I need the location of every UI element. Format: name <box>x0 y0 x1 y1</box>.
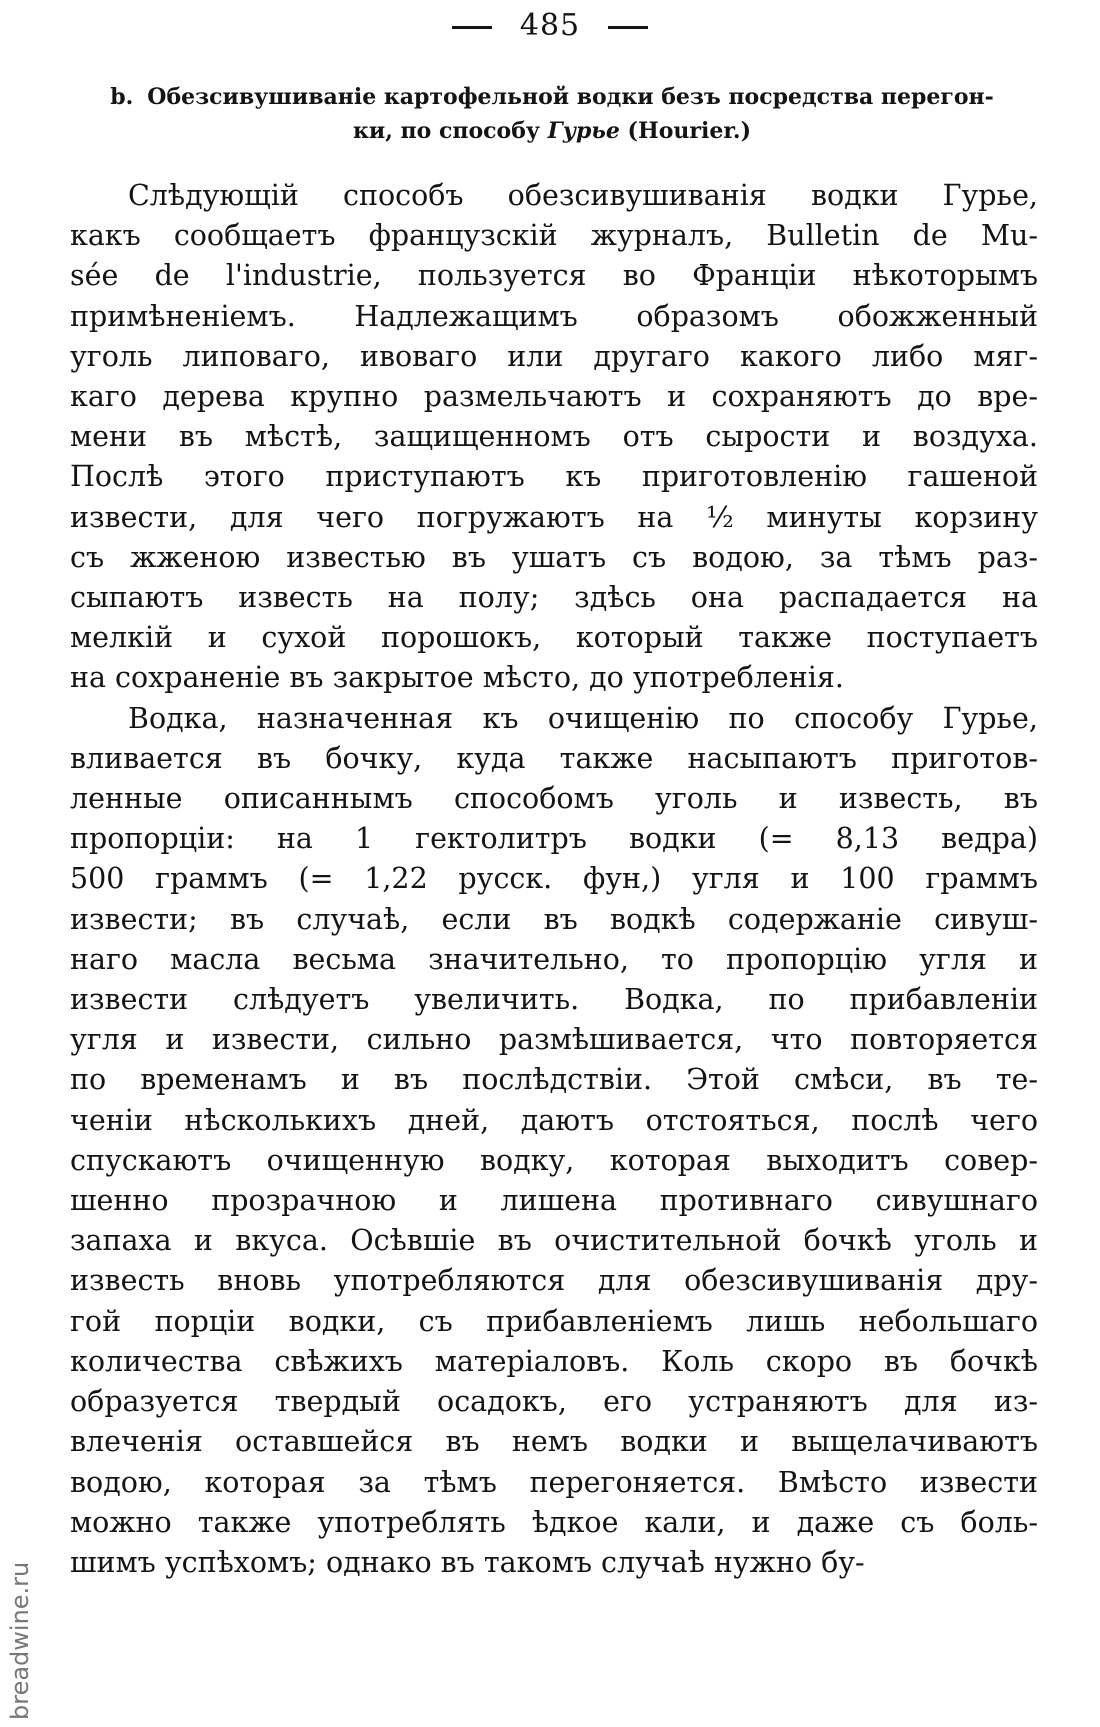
text-line: шенно прозрачною и лишена противнаго сивушнаго <box>70 1184 1038 1218</box>
text-line: съ жженою известью въ ушатъ съ водою, за тѣмъ раз- <box>70 540 1038 574</box>
section-title-suffix: (Hourier.) <box>619 118 751 144</box>
text-line: наго масла весьма значительно, то пропорцію угля и <box>70 942 1038 976</box>
text-line: ленные описаннымъ способомъ уголь и известь, въ <box>70 782 1038 816</box>
text-line: на сохраненіе въ закрытое мѣсто, до употребленія. <box>70 661 844 695</box>
text-line: количества свѣжихъ матеріаловъ. Коль скоро въ бочкѣ <box>70 1344 1038 1378</box>
text-line: водою, которая за тѣмъ перегоняется. Вмѣсто извести <box>70 1465 1038 1499</box>
text-line: запаха и вкуса. Осѣвшіе въ очистительной бочкѣ уголь и <box>70 1224 1038 1258</box>
section-title-prefix: ки, по способу <box>353 118 548 144</box>
text-line: пропорціи: на 1 гектолитръ водки (= 8,13 ведра) <box>70 822 1038 856</box>
text-line: каго дерева крупно размельчаютъ и сохраняютъ до вре- <box>70 380 1038 414</box>
text-line: известь вновь употребляются для обезсивушиванія дру- <box>70 1264 1038 1298</box>
text-line: мелкій и сухой порошокъ, который также поступаетъ <box>70 621 1038 655</box>
text-line: гой порціи водки, съ прибавленіемъ лишь небольшаго <box>70 1304 1038 1338</box>
page-number: 485 <box>519 8 581 43</box>
header-dash-right <box>608 26 648 29</box>
text-line: образуется твердый осадокъ, его устраняютъ для из- <box>70 1385 1038 1419</box>
text-line: какъ сообщаетъ французскій журналъ, Bulletin de Mu- <box>70 219 1038 253</box>
text-line: Послѣ этого приступаютъ къ приготовленію гашеной <box>70 460 1038 494</box>
body-text <box>70 176 1038 1583</box>
page-header <box>0 6 1100 46</box>
text-line: уголь липоваго, ивоваго или другаго какого либо мяг- <box>70 339 1038 373</box>
paragraph-2 <box>70 699 1038 1583</box>
paragraph-1 <box>70 176 1038 699</box>
watermark: breadwine.ru <box>6 1561 34 1720</box>
text-line: сыпаютъ известь на полу; здѣсь она распадается на <box>70 581 1038 615</box>
section-marker: b. <box>110 84 134 110</box>
text-line: Слѣдующій способъ обезсивушиванія водки Гурье, <box>128 179 1038 212</box>
text-line: влеченія оставшейся въ немъ водки и выщелачиваютъ <box>70 1425 1038 1459</box>
text-line: Водка, назначенная къ очищенію по способу Гурье, <box>128 701 1038 735</box>
header-dash-left <box>452 26 492 29</box>
section-title-name: Гурье <box>547 118 620 144</box>
text-line: извести, для чего погружаютъ на ½ минуты корзину <box>70 500 1038 534</box>
text-line: ченіи нѣсколькихъ дней, даютъ отстояться, послѣ чего <box>70 1103 1038 1137</box>
text-line: извести слѣдуетъ увеличить. Водка, по прибавленіи <box>70 983 1038 1017</box>
text-line: по временамъ и въ послѣдствіи. Этой смѣси, въ те- <box>70 1063 1038 1097</box>
text-line: мени въ мѣстѣ, защищенномъ отъ сырости и воздуха. <box>70 420 1038 454</box>
section-heading <box>62 80 1042 148</box>
text-line: примѣненіемъ. Надлежащимъ образомъ обожженный <box>70 299 1038 333</box>
text-line: угля и извести, сильно размѣшивается, что повторяется <box>70 1023 1038 1057</box>
text-line: sée de l'industrie, пользуется во Франціи нѣкоторымъ <box>70 259 1038 293</box>
text-line: можно также употреблять ѣдкое кали, и даже съ боль- <box>70 1505 1038 1539</box>
text-line: шимъ успѣхомъ; однако въ такомъ случаѣ нужно бу- <box>70 1545 865 1579</box>
text-line: спускаютъ очищенную водку, которая выходитъ совер- <box>70 1143 1038 1177</box>
text-line: извести; въ случаѣ, если въ водкѣ содержаніе сивуш- <box>70 902 1038 936</box>
text-line: вливается въ бочку, куда также насыпаютъ приготов- <box>70 741 1038 775</box>
section-title-line-1: Обезсивушиваніе картофельной водки безъ посредства перегон- <box>147 84 994 110</box>
text-line: 500 граммъ (= 1,22 русск. фун,) угля и 100 граммъ <box>70 862 1038 896</box>
